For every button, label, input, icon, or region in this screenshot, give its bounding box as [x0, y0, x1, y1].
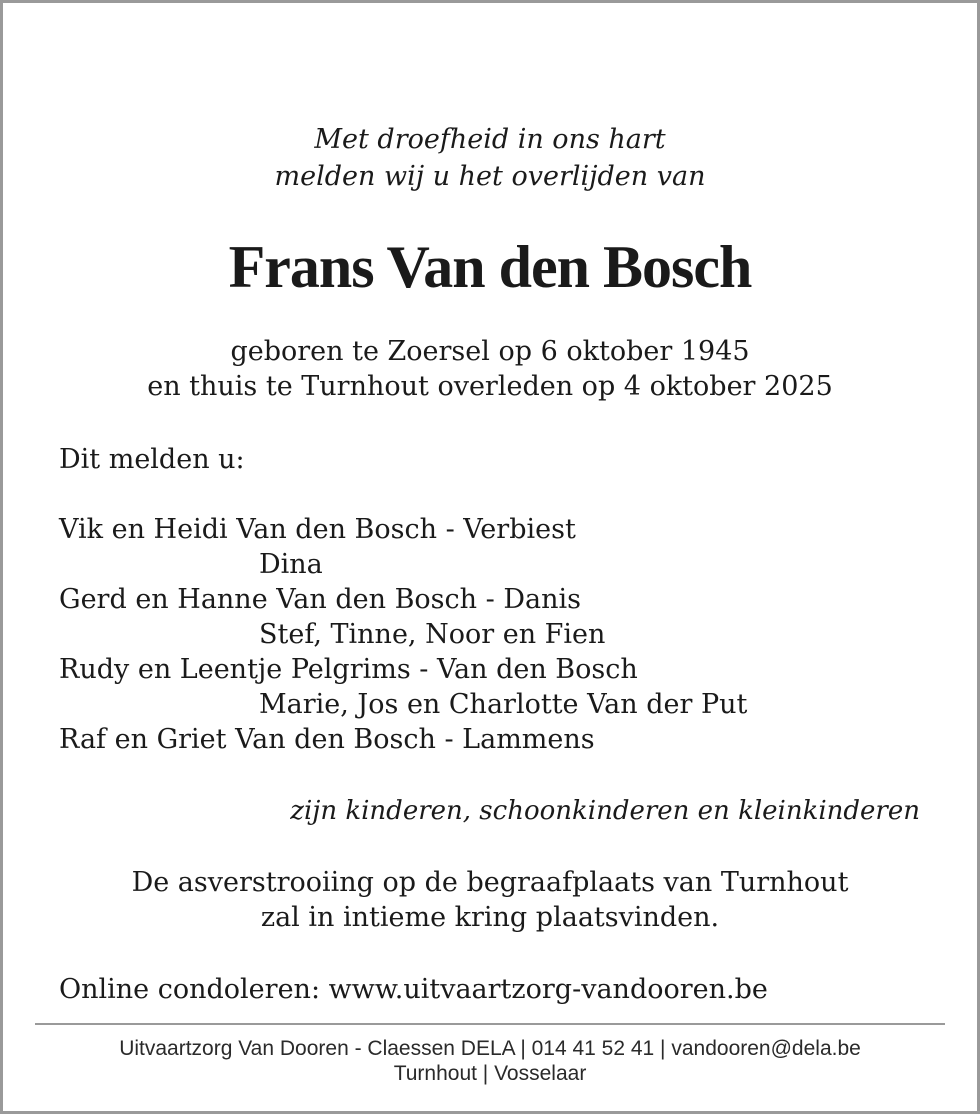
family-children: Dina [259, 549, 323, 580]
funeral-home-line: Uitvaartzorg Van Dooren - Claessen DELA | 014 41 52 41 | vandooren@dela.be [119, 1037, 861, 1060]
family-children: Marie, Jos en Charlotte Van der Put [259, 689, 748, 720]
funeral-home-locations: Turnhout | Vosselaar [393, 1062, 587, 1085]
intro-line-1: Met droefheid in ons hart [314, 124, 666, 155]
relation-line: zijn kinderen, schoonkinderen en kleinkinderen [290, 796, 920, 826]
family-couple: Raf en Griet Van den Bosch - Lammens [59, 724, 595, 755]
birth-line: geboren te Zoersel op 6 oktober 1945 [230, 336, 750, 367]
death-line: en thuis te Turnhout overleden op 4 oktober 2025 [147, 371, 833, 402]
family-couple: Vik en Heidi Van den Bosch - Verbiest [59, 514, 576, 545]
deceased-name: Frans Van den Bosch [228, 234, 752, 300]
ceremony-line-2: zal in intieme kring plaatsvinden. [260, 902, 720, 933]
family-couple: Rudy en Leentje Pelgrims - Van den Bosch [59, 654, 638, 685]
family-couple: Gerd en Hanne Van den Bosch - Danis [59, 584, 581, 615]
announcers-heading: Dit melden u: [59, 444, 245, 475]
online-condolences: Online condoleren: www.uitvaartzorg-vandooren.be [59, 974, 768, 1005]
intro-line-2: melden wij u het overlijden van [274, 161, 706, 192]
footer-divider [35, 1023, 945, 1025]
family-children: Stef, Tinne, Noor en Fien [259, 619, 606, 650]
ceremony-line-1: De asverstrooiing op de begraafplaats van Turnhout [131, 867, 849, 898]
